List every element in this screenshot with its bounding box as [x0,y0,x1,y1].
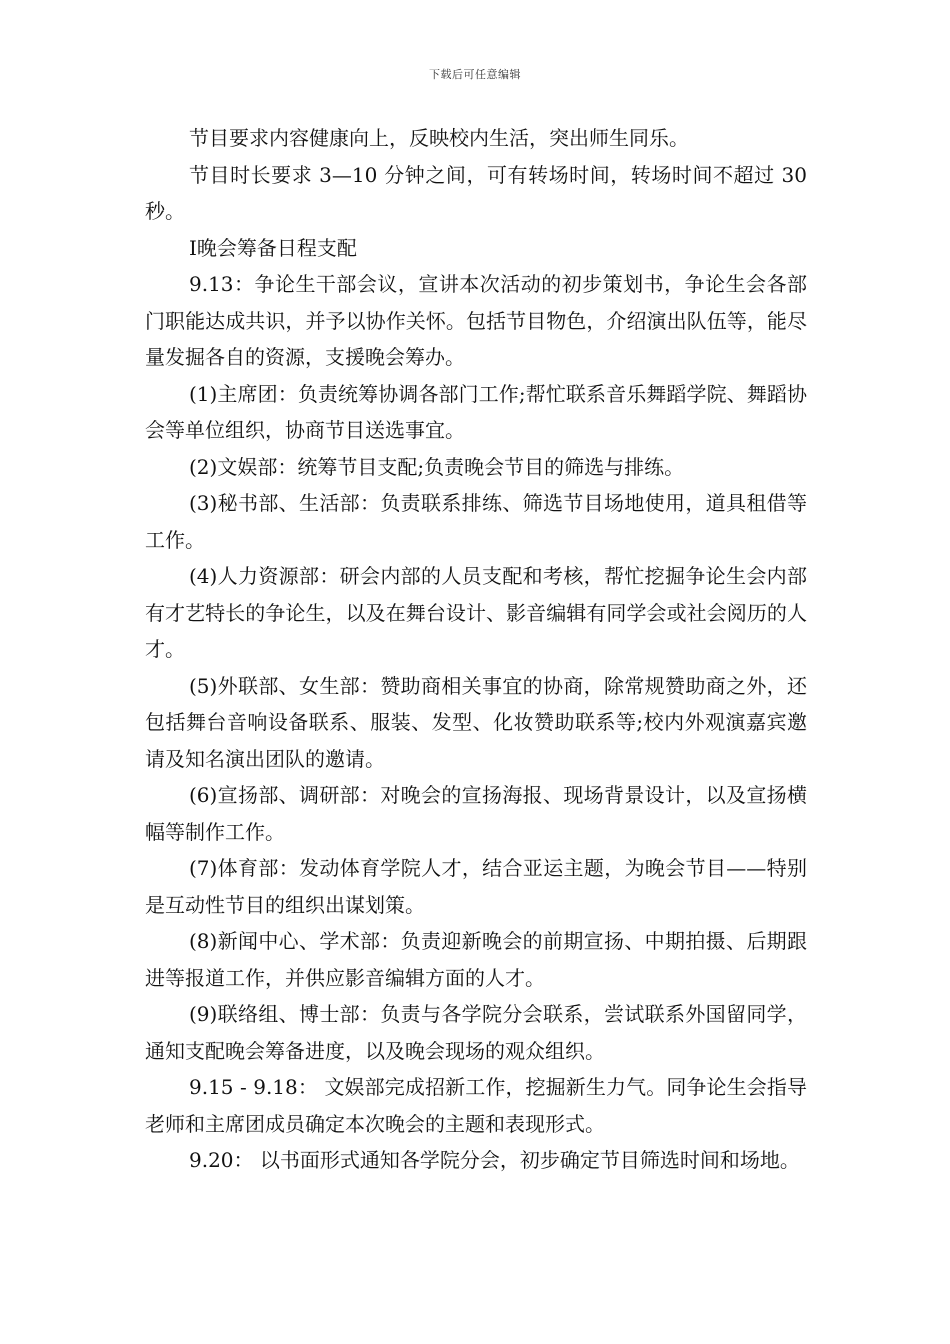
paragraph-entertainment-dept: (2)文娱部：统筹节目支配;负责晚会节目的筛选与排练。 [189,454,685,479]
paragraph-program-content: 节目要求内容健康向上，反映校内生活，突出师生同乐。 [189,126,689,150]
paragraph-liaison-doctoral-dept: (9)联络组、博士部：负责与各学院分会联系，尝试联系外国留同学，通知支配晚会筹备进度，以及晚会现场的观众组织。 [145,1002,807,1063]
paragraph-schedule-0920: 9.20： 以书面形式通知各学院分会，初步确定节目筛选时间和场地。 [189,1148,800,1172]
paragraph-publicity-research-dept: (6)宣扬部、调研部：对晚会的宣扬海报、现场背景设计，以及宣扬横幅等制作工作。 [145,783,807,844]
paragraph-external-female-dept: (5)外联部、女生部：赞助商相关事宜的协商，除常规赞助商之外，还包括舞台音响设备联系、服装、发型、化妆赞助联系等;校内外观演嘉宾邀请及知名演出团队的邀请。 [145,673,807,771]
paragraph-schedule-0913: 9.13：争论生干部会议，宣讲本次活动的初步策划书，争论生会各部门职能达成共识，并予以协作关怀。包括节目物色，介绍演出队伍等，能尽量发掘各自的资源，支援晚会筹办。 [145,272,807,369]
section-heading-schedule: Ⅰ晚会筹备日程支配 [189,235,357,260]
paragraph-schedule-0915-0918: 9.15 - 9.18： 文娱部完成招新工作，挖掘新生力气。同争论生会指导老师和主席团成员确定本次晚会的主题和表现形式。 [145,1075,807,1136]
document-body [145,120,807,1179]
paragraph-presidium: (1)主席团：负责统筹协调各部门工作;帮忙联系音乐舞蹈学院、舞蹈协会等单位组织，协商节目送选事宜。 [145,381,807,442]
page-header-note: 下载后可任意编辑 [429,68,521,81]
paragraph-program-duration: 节目时长要求 3—10 分钟之间，可有转场时间，转场时间不超过 30 秒。 [145,162,807,223]
paragraph-news-academic-dept: (8)新闻中心、学术部：负责迎新晚会的前期宣扬、中期拍摄、后期跟进等报道工作，并供应影音编辑方面的人才。 [145,929,807,990]
paragraph-sports-dept: (7)体育部：发动体育学院人才，结合亚运主题，为晚会节目——特别是互动性节目的组织出谋划策。 [145,856,807,917]
paragraph-secretariat-life-dept: (3)秘书部、生活部：负责联系排练、筛选节目场地使用，道具租借等工作。 [145,491,807,552]
paragraph-hr-dept: (4)人力资源部：研会内部的人员支配和考核，帮忙挖掘争论生会内部有才艺特长的争论生，以及在舞台设计、影音编辑有同学会或社会阅历的人才。 [145,564,807,661]
